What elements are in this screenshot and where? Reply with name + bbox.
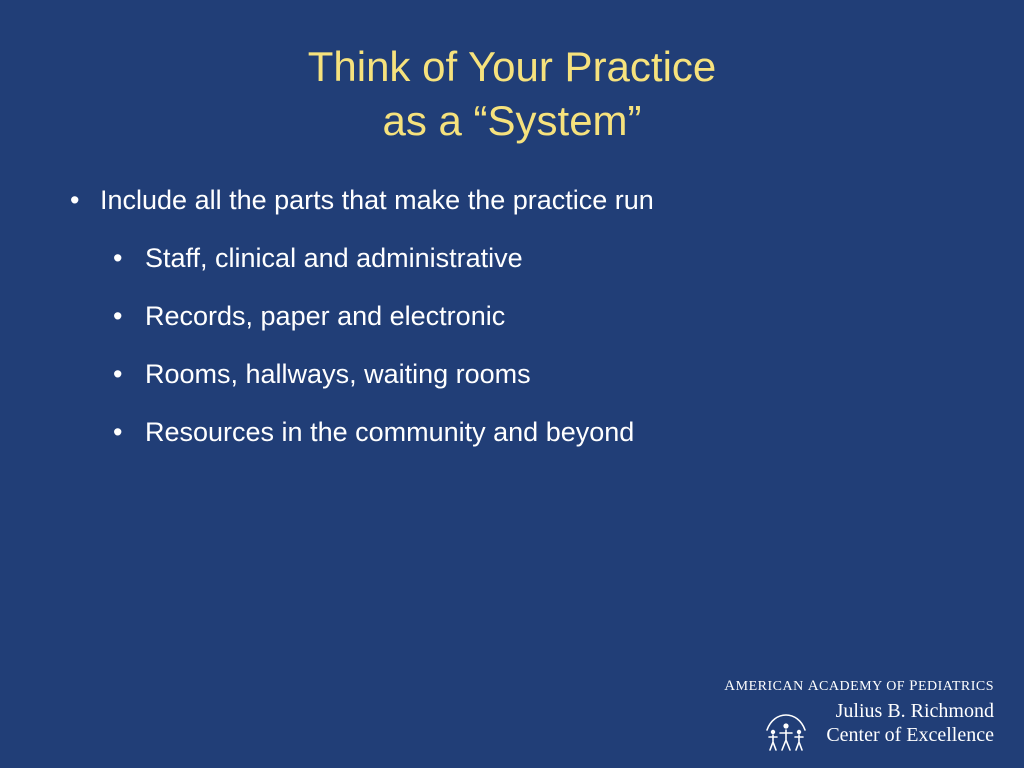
bullet-text: Include all the parts that make the practice run — [100, 185, 654, 215]
bullet-marker: • — [70, 185, 80, 215]
logo-line-1: Julius B. Richmond — [835, 700, 994, 722]
bullet-text: Staff, clinical and administrative — [145, 243, 523, 273]
sub-bullet-item — [113, 238, 523, 278]
sub-bullet-item — [113, 296, 506, 336]
family-figures-icon — [764, 702, 808, 752]
organization-logo — [724, 678, 994, 756]
bullet-marker: • — [113, 359, 123, 389]
bullet-text: Rooms, hallways, waiting rooms — [145, 359, 531, 389]
slide-title — [0, 40, 1024, 148]
logo-org-name: AMERICAN ACADEMY OF PEDIATRICS — [724, 678, 994, 694]
bullet-marker: • — [113, 301, 123, 331]
bullet-marker: • — [113, 417, 123, 447]
bullet-text: Resources in the community and beyond — [145, 417, 635, 447]
sub-bullet-item — [113, 412, 635, 452]
logo-line-2: Center of Excellence — [826, 724, 994, 746]
bullet-marker: • — [113, 243, 123, 273]
bullet-text: Records, paper and electronic — [145, 301, 506, 331]
slide-title-line-2: as a “System” — [382, 97, 642, 144]
sub-bullet-item — [113, 354, 531, 394]
bullet-item — [70, 180, 654, 220]
slide-title-line-1: Think of Your Practice — [307, 43, 717, 90]
